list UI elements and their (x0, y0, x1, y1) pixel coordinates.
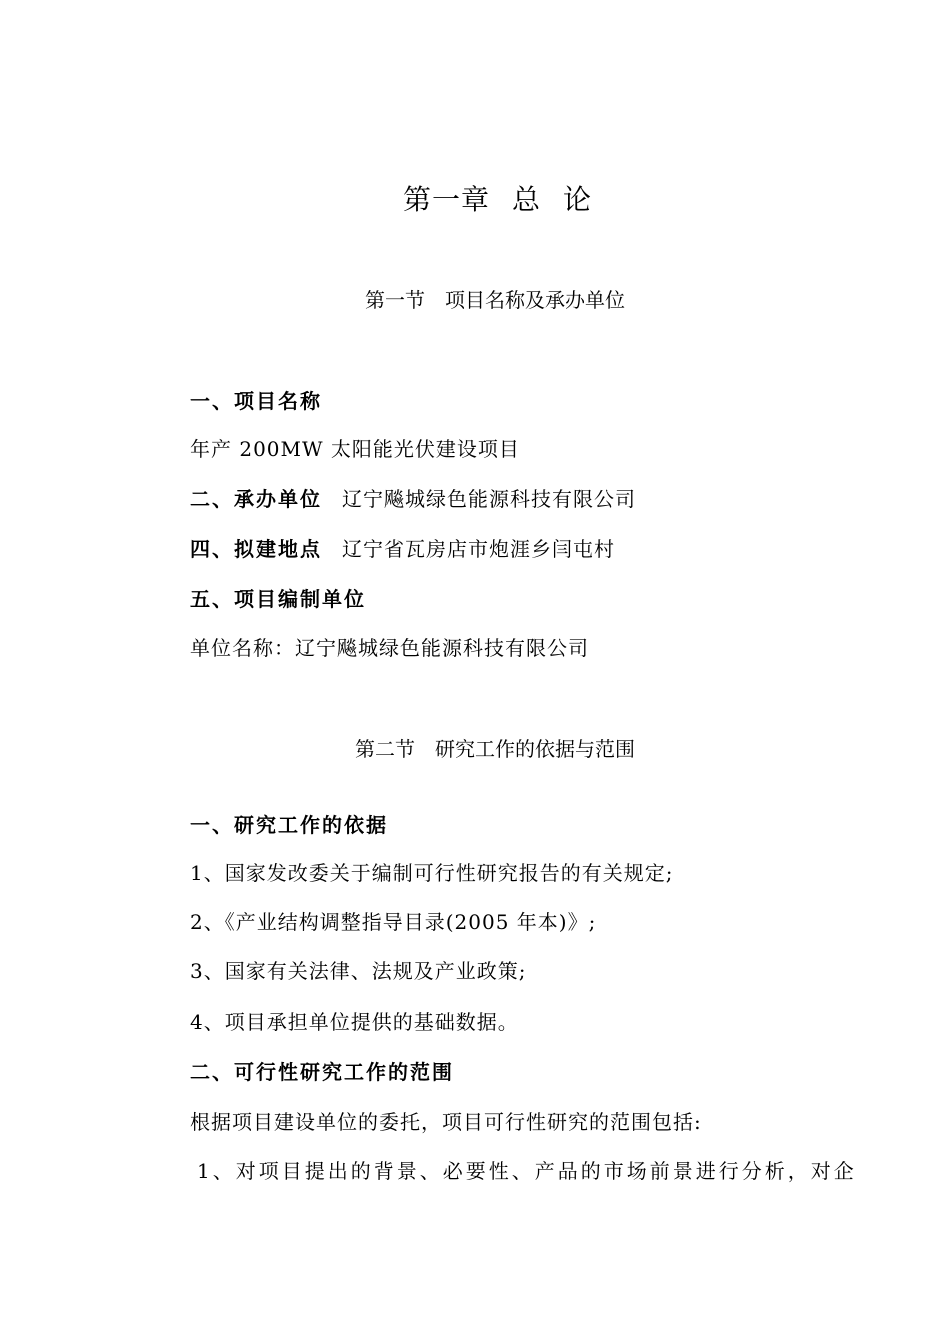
organizer-line (190, 489, 636, 509)
organizer-value: 辽宁飚城绿色能源科技有限公司 (342, 487, 636, 511)
scope-intro: 根据项目建设单位的委托，项目可行性研究的范围包括: (190, 1110, 702, 1134)
site-line (190, 539, 615, 559)
basis-item: 3、国家有关法律、法规及产业政策; (190, 959, 527, 983)
chapter-title-part2: 论 (563, 183, 593, 216)
section2-title (0, 739, 950, 759)
chapter-title (0, 183, 950, 216)
compiler-value: 单位名称：辽宁飚城绿色能源科技有限公司 (190, 636, 589, 660)
basis-item: 1、国家发改委关于编制可行性研究报告的有关规定; (190, 861, 674, 885)
compiler-heading: 五、项目编制单位 (190, 587, 366, 611)
project-name-value: 年产 200MW 太阳能光伏建设项目 (190, 437, 520, 461)
chapter-label: 第一章 (402, 183, 490, 216)
section1-heading: 项目名称及承办单位 (445, 288, 625, 312)
section1-number: 第一节 (365, 288, 425, 312)
site-heading: 四、拟建地点 (190, 537, 322, 561)
organizer-heading: 二、承办单位 (190, 487, 322, 511)
project-name-heading: 一、项目名称 (190, 389, 322, 413)
basis-item: 2、《产业结构调整指导目录(2005 年本)》; (190, 910, 597, 934)
section2-number: 第二节 (355, 737, 415, 761)
section2-heading: 研究工作的依据与范围 (435, 737, 635, 761)
basis-item: 4、项目承担单位提供的基础数据。 (190, 1010, 519, 1034)
site-value: 辽宁省瓦房店市炮涯乡闫屯村 (342, 537, 615, 561)
chapter-title-part1: 总 (511, 183, 541, 216)
scope-item: 1、对项目提出的背景、必要性、产品的市场前景进行分析，对企 (197, 1159, 857, 1183)
scope-heading: 二、可行性研究工作的范围 (190, 1060, 454, 1084)
section1-title (0, 290, 950, 310)
basis-heading: 一、研究工作的依据 (190, 813, 388, 837)
